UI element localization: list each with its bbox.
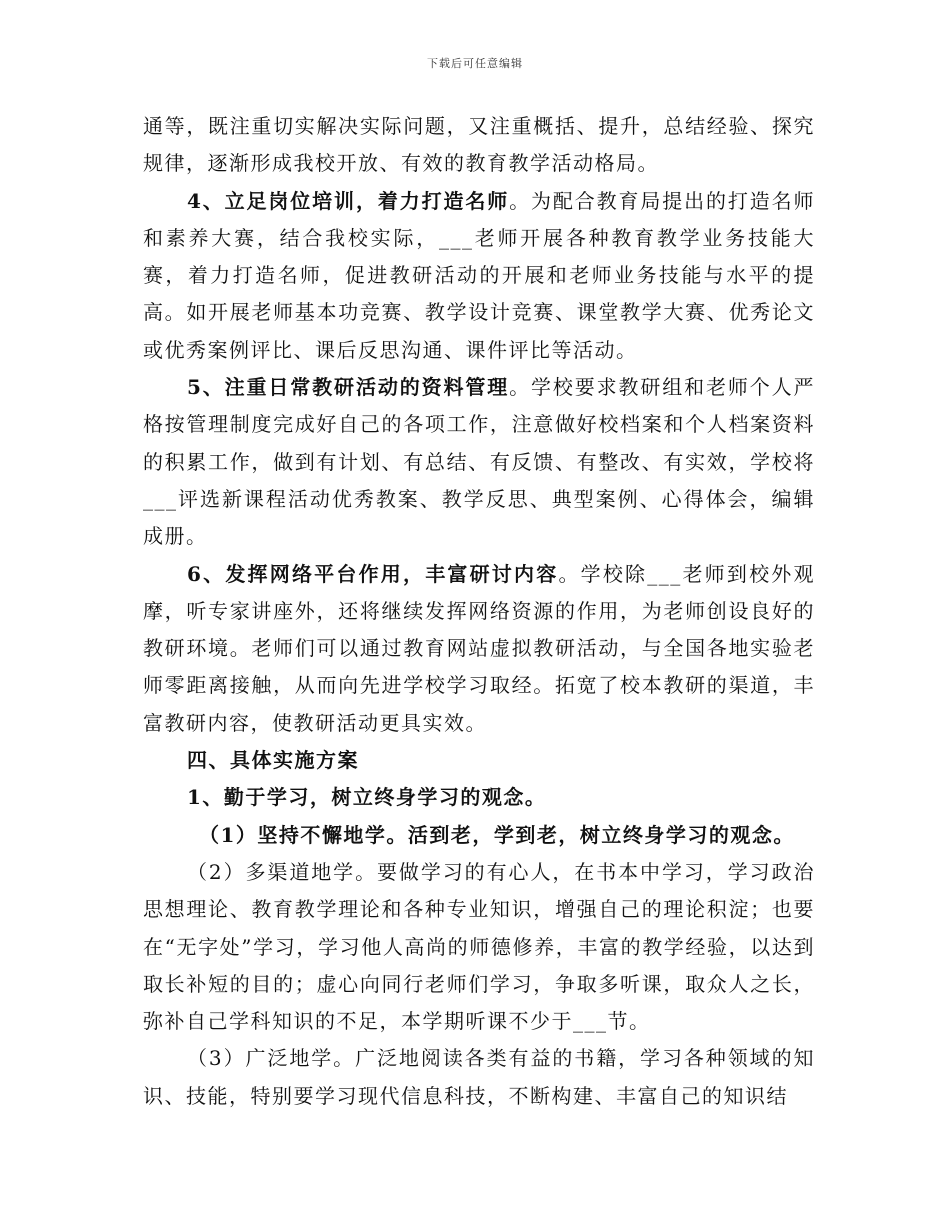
section-heading: 四、具体实施方案	[187, 748, 359, 773]
document-body	[143, 108, 815, 1115]
paragraph-records	[143, 369, 815, 555]
paragraph-text: （3）广泛地学。广泛地阅读各类有益的书籍，学习各种领域的知识、技能，特别要学习现代信息科技，不断构建、丰富自己的知识结	[143, 1046, 815, 1108]
paragraph-text: （2）多渠道地学。要做学习的有心人，在书本中学习，学习政治思想理论、教育教学理论和各种专业知识，增强自己的理论积淀；也要在“无字处”学习，学习他人高尚的师德修养，丰富的教学经验，以达到取长补短的目的；虚心向同行老师们学习，争取多听课，取众人之长，弥补自己学科知识的不足，本学期听课不少于___节。	[143, 859, 815, 1034]
paragraph-persistent-learning	[143, 817, 815, 854]
subheading: 1、勤于学习，树立终身学习的观念。	[187, 785, 547, 810]
paragraph-text: 。学校要求教研组和老师个人严格按管理制度完成好自己的各项工作，注意做好校档案和个人档案资料的积累工作，做到有计划、有总结、有反馈、有整改、有实效，学校将___评选新课程活动优秀教案、教学反思、典型案例、心得体会，编辑成册。	[143, 375, 816, 549]
page-header: 下载后可任意编辑	[427, 57, 523, 70]
paragraph-lead: 5、注重日常教研活动的资料管理	[187, 375, 510, 400]
paragraph-continuation	[143, 108, 815, 183]
paragraph-text: （1）坚持不懈地学。活到老，学到老，树立终身学习的观念。	[199, 822, 795, 847]
paragraph-training	[143, 183, 815, 369]
paragraph-text: 。为配合教育局提出的打造名师和素养大赛，结合我校实际，___老师开展各种教育教学业务技能大赛，着力打造名师，促进教研活动的开展和老师业务技能与水平的提高。如开展老师基本功竞赛、教学设计竞赛、课堂教学大赛、优秀论文或优秀案例评比、课后反思沟通、课件评比等活动。	[143, 188, 816, 362]
paragraph-text: 。学校除___老师到校外观摩，听专家讲座外，还将继续发挥网络资源的作用，为老师创设良好的教研环境。老师们可以通过教育网站虚拟教研活动，与全国各地实验老师零距离接触，从而向先进学校学习取经。拓宽了校本教研的渠道，丰富教研内容，使教研活动更具实效。	[143, 561, 816, 735]
paragraph-text: 通等，既注重切实解决实际问题，又注重概括、提升，总结经验、探究规律，逐渐形成我校开放、有效的教育教学活动格局。	[143, 114, 815, 176]
paragraph-multichannel-learning	[143, 854, 815, 1040]
paragraph-broad-learning	[143, 1040, 815, 1115]
paragraph-lead: 4、立足岗位培训，着力打造名师	[187, 188, 510, 213]
paragraph-network	[143, 556, 815, 742]
paragraph-lead: 6、发挥网络平台作用，丰富研讨内容	[187, 561, 559, 586]
